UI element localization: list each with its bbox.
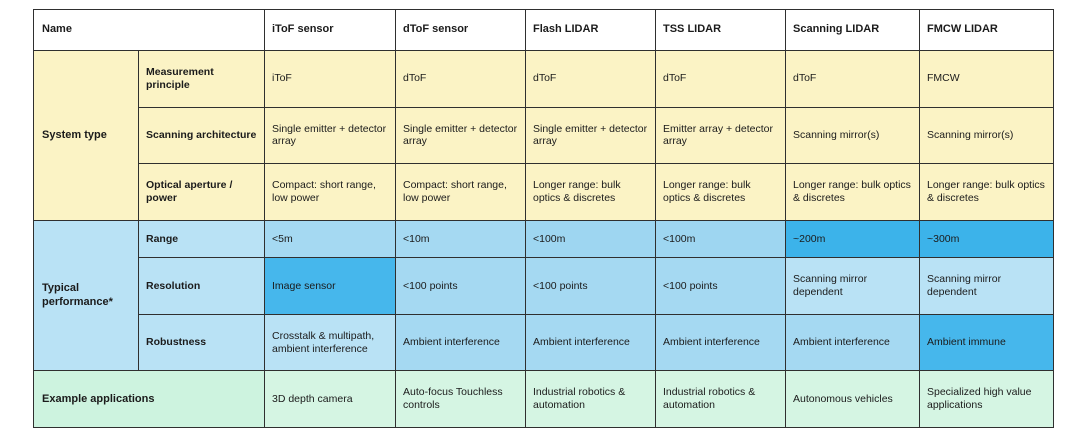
row-label-measurement-principle: Measurement principle bbox=[139, 51, 265, 108]
table-row bbox=[34, 107, 1054, 164]
cell-measurement-principle-tss: dToF bbox=[656, 51, 786, 108]
table-header-row bbox=[34, 10, 1054, 51]
table-row bbox=[34, 371, 1054, 428]
cell-scanning-architecture-scanning: Scanning mirror(s) bbox=[786, 107, 920, 164]
cell-range-flash: <100m bbox=[526, 220, 656, 258]
cell-optical-aperture-fmcw: Longer range: bulk optics & discretes bbox=[920, 164, 1054, 221]
row-label-resolution: Resolution bbox=[139, 258, 265, 315]
cell-range-itof: <5m bbox=[265, 220, 396, 258]
table-row bbox=[34, 258, 1054, 315]
column-header-scanning-lidar: Scanning LIDAR bbox=[786, 10, 920, 51]
cell-robustness-tss: Ambient interference bbox=[656, 314, 786, 371]
cell-scanning-architecture-flash: Single emitter + detector array bbox=[526, 107, 656, 164]
column-header-itof: iToF sensor bbox=[265, 10, 396, 51]
cell-example-applications-itof: 3D depth camera bbox=[265, 371, 396, 428]
row-label-optical-aperture-power: Optical aperture / power bbox=[139, 164, 265, 221]
row-label-robustness: Robustness bbox=[139, 314, 265, 371]
cell-measurement-principle-itof: iToF bbox=[265, 51, 396, 108]
cell-optical-aperture-dtof: Compact: short range, low power bbox=[396, 164, 526, 221]
table-row bbox=[34, 51, 1054, 108]
column-header-fmcw-lidar: FMCW LIDAR bbox=[920, 10, 1054, 51]
cell-robustness-scanning: Ambient interference bbox=[786, 314, 920, 371]
cell-scanning-architecture-fmcw: Scanning mirror(s) bbox=[920, 107, 1054, 164]
cell-scanning-architecture-dtof: Single emitter + detector array bbox=[396, 107, 526, 164]
cell-range-tss: <100m bbox=[656, 220, 786, 258]
group-label-example-applications: Example applications bbox=[34, 371, 265, 428]
cell-robustness-fmcw: Ambient immune bbox=[920, 314, 1054, 371]
cell-resolution-flash: <100 points bbox=[526, 258, 656, 315]
cell-range-fmcw: ~300m bbox=[920, 220, 1054, 258]
cell-range-dtof: <10m bbox=[396, 220, 526, 258]
cell-optical-aperture-itof: Compact: short range, low power bbox=[265, 164, 396, 221]
row-label-scanning-architecture: Scanning architecture bbox=[139, 107, 265, 164]
group-label-typical-performance: Typical performance* bbox=[34, 220, 139, 371]
cell-scanning-architecture-itof: Single emitter + detector array bbox=[265, 107, 396, 164]
comparison-table bbox=[33, 9, 1054, 428]
cell-resolution-itof: Image sensor bbox=[265, 258, 396, 315]
row-label-range: Range bbox=[139, 220, 265, 258]
cell-measurement-principle-fmcw: FMCW bbox=[920, 51, 1054, 108]
cell-optical-aperture-flash: Longer range: bulk optics & discretes bbox=[526, 164, 656, 221]
cell-optical-aperture-tss: Longer range: bulk optics & discretes bbox=[656, 164, 786, 221]
cell-example-applications-scanning: Autonomous vehicles bbox=[786, 371, 920, 428]
cell-robustness-dtof: Ambient interference bbox=[396, 314, 526, 371]
group-label-system-type: System type bbox=[34, 51, 139, 221]
table-row bbox=[34, 314, 1054, 371]
cell-robustness-itof: Crosstalk & multipath, ambient interference bbox=[265, 314, 396, 371]
cell-optical-aperture-scanning: Longer range: bulk optics & discretes bbox=[786, 164, 920, 221]
cell-resolution-tss: <100 points bbox=[656, 258, 786, 315]
cell-example-applications-tss: Industrial robotics & automation bbox=[656, 371, 786, 428]
cell-resolution-fmcw: Scanning mirror dependent bbox=[920, 258, 1054, 315]
cell-example-applications-flash: Industrial robotics & automation bbox=[526, 371, 656, 428]
cell-robustness-flash: Ambient interference bbox=[526, 314, 656, 371]
table-row bbox=[34, 164, 1054, 221]
cell-example-applications-dtof: Auto-focus Touchless controls bbox=[396, 371, 526, 428]
cell-resolution-scanning: Scanning mirror dependent bbox=[786, 258, 920, 315]
table-row bbox=[34, 220, 1054, 258]
cell-measurement-principle-dtof: dToF bbox=[396, 51, 526, 108]
cell-measurement-principle-flash: dToF bbox=[526, 51, 656, 108]
cell-measurement-principle-scanning: dToF bbox=[786, 51, 920, 108]
cell-scanning-architecture-tss: Emitter array + detector array bbox=[656, 107, 786, 164]
column-header-dtof: dToF sensor bbox=[396, 10, 526, 51]
column-header-flash-lidar: Flash LIDAR bbox=[526, 10, 656, 51]
cell-resolution-dtof: <100 points bbox=[396, 258, 526, 315]
column-header-name: Name bbox=[34, 10, 265, 51]
column-header-tss-lidar: TSS LIDAR bbox=[656, 10, 786, 51]
cell-range-scanning: ~200m bbox=[786, 220, 920, 258]
cell-example-applications-fmcw: Specialized high value applications bbox=[920, 371, 1054, 428]
